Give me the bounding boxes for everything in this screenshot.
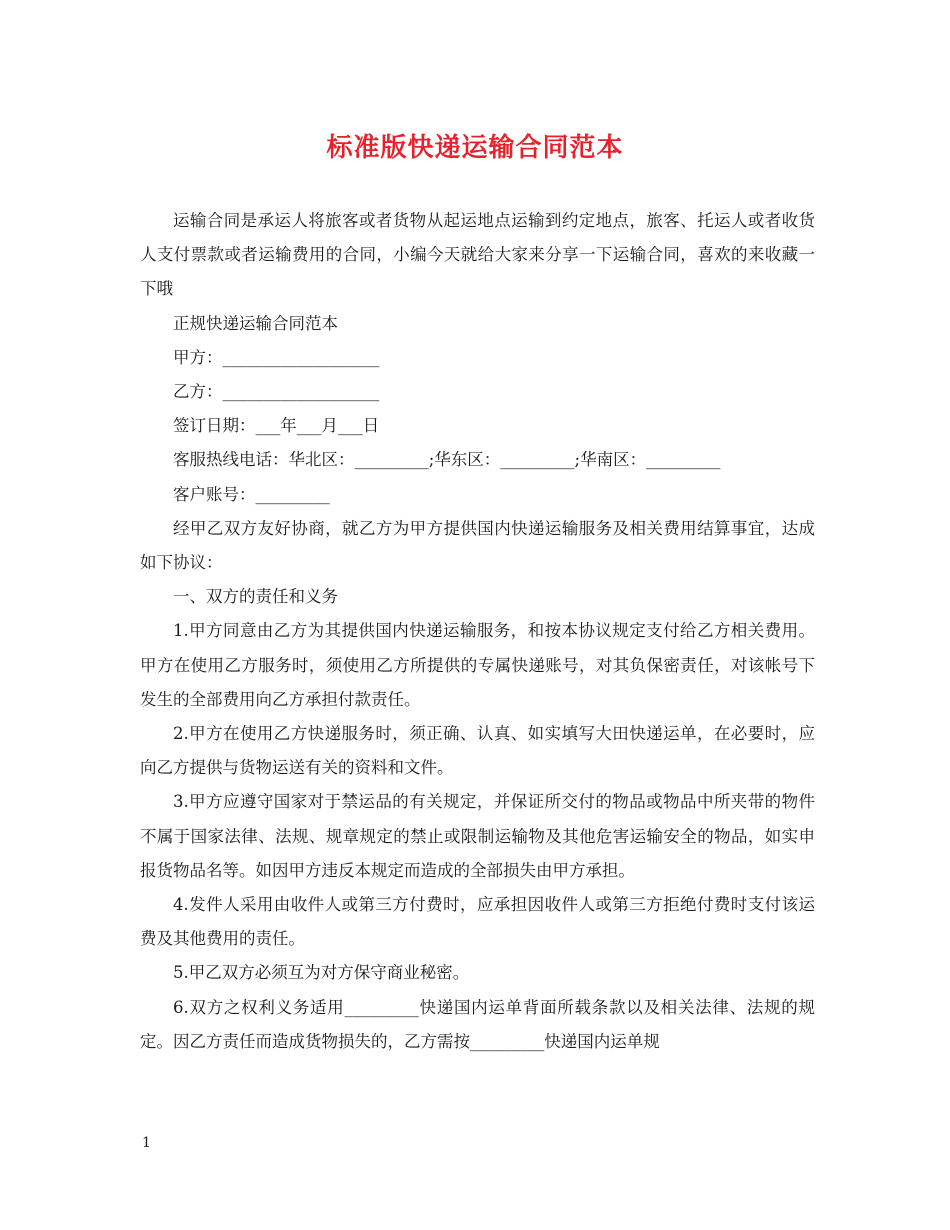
- party-b-line: 乙方：___________________: [173, 382, 380, 402]
- clause-5: 5.甲乙双方必须互为对方保守商业秘密。: [173, 963, 470, 983]
- page-number: 1: [142, 1135, 151, 1151]
- intro-paragraph: 运输合同是承运人将旅客或者货物从起运地点运输到约定地点，旅客、托运人或者收货人支付票款或者运输费用的合同，小编今天就给大家来分享一下运输合同，喜欢的来收藏一下哦: [140, 211, 815, 299]
- clause-6: 6.双方之权利义务适用_________快递国内运单背面所载条款以及相关法律、法规的规定。因乙方责任而造成货物损失的，乙方需按_________快递国内运单规: [140, 997, 815, 1051]
- section-heading: 一、双方的责任和义务: [173, 587, 338, 607]
- subtitle-line: 正规快递运输合同范本: [173, 313, 338, 333]
- clause-4: 4.发件人采用由收件人或第三方付费时，应承担因收件人或第三方拒绝付费时支付该运费及其他费用的责任。: [140, 895, 815, 949]
- clause-2: 2.甲方在使用乙方快递服务时，须正确、认真、如实填写大田快递运单，在必要时，应向乙方提供与货物运送有关的资料和文件。: [140, 724, 815, 778]
- document-title: 标准版快递运输合同范本: [326, 133, 624, 163]
- customer-account-line: 客户账号：_________: [173, 484, 330, 504]
- signing-date-line: 签订日期：___年___月___日: [173, 416, 380, 436]
- document-body: [140, 204, 815, 1059]
- agreement-intro-paragraph: 经甲乙双方友好协商，就乙方为甲方提供国内快递运输服务及相关费用结算事宜，达成如下协议：: [140, 518, 815, 573]
- clause-3: 3.甲方应遵守国家对于禁运品的有关规定，并保证所交付的物品或物品中所夹带的物件不属于国家法律、法规、规章规定的禁止或限制运输物及其他危害运输安全的物品，如实申报货物品名等。如因甲方违反本规定而造成的全部损失由甲方承担。: [140, 792, 815, 880]
- clause-1: 1.甲方同意由乙方为其提供国内快递运输服务，和按本协议规定支付给乙方相关费用。甲方在使用乙方服务时，须使用乙方所提供的专属快递账号，对其负保密责任，对该帐号下发生的全部费用向乙方承担付款责任。: [140, 621, 815, 709]
- hotline-line: 客服热线电话：华北区：_________;华东区：_________;华南区：_________: [173, 450, 721, 470]
- party-a-line: 甲方：___________________: [173, 347, 380, 367]
